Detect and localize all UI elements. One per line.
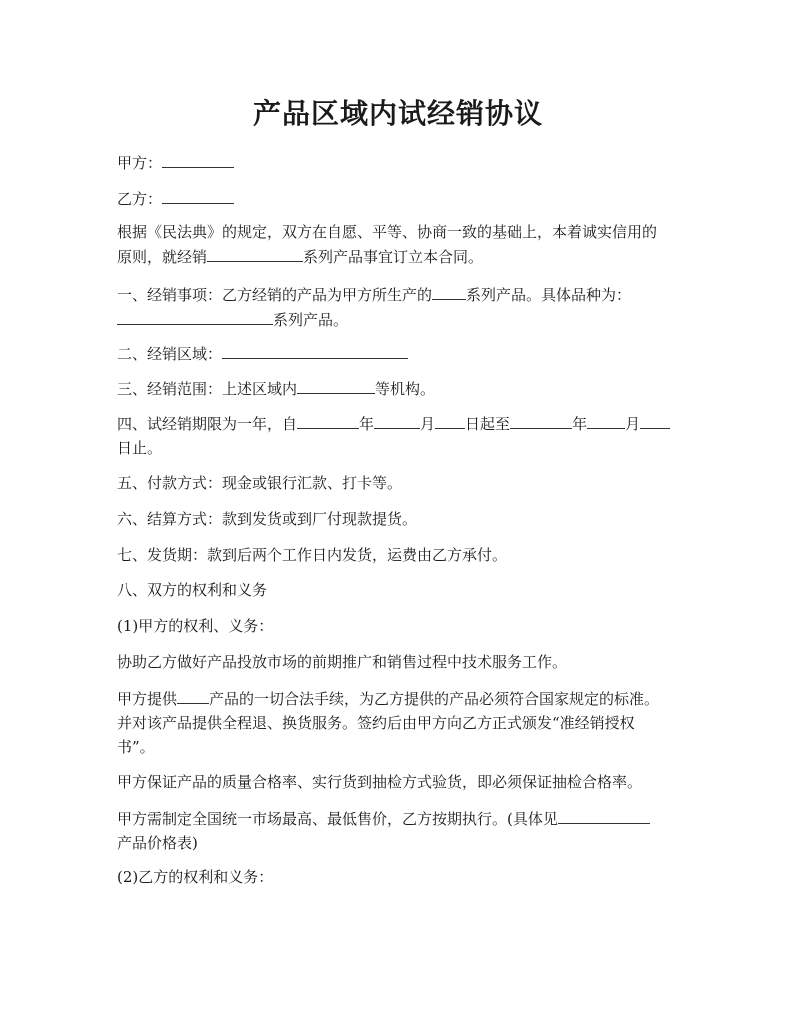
party-b-blank xyxy=(162,186,234,204)
end-year-label: 年 xyxy=(572,415,588,433)
section-1-text-3: 系列产品。 xyxy=(273,311,349,329)
institution-blank xyxy=(297,376,375,394)
section-6: 六、结算方式：款到发货或到厂付现款提货。 xyxy=(117,510,418,528)
start-year-blank xyxy=(297,411,359,429)
party-a-duty-3: 甲方保证产品的质量合格率、实行货到抽检方式验货，即必须保证抽检合格率。 xyxy=(117,773,643,791)
party-a-duty-4 xyxy=(117,806,677,855)
party-a-line xyxy=(117,150,677,175)
section-3 xyxy=(117,376,677,401)
preamble-text-2: 原则，就经销 xyxy=(117,248,208,266)
section-1 xyxy=(117,282,677,332)
party-a-label: 甲方： xyxy=(117,154,163,172)
duty-4-text-2: 产品价格表) xyxy=(117,834,198,852)
end-day-blank xyxy=(640,411,670,429)
end-month-blank xyxy=(587,411,625,429)
end-year-blank xyxy=(510,411,572,429)
preamble-text-3: 系列产品事宜订立本合同。 xyxy=(303,248,484,266)
section-2-text: 二、经销区域： xyxy=(117,345,223,363)
section-7: 七、发货期：款到后两个工作日内发货，运费由乙方承付。 xyxy=(117,546,508,564)
section-1-text-2: 系列产品。具体品种为： xyxy=(466,286,632,304)
section-3-text-1: 三、经销范围：上述区域内 xyxy=(117,380,298,398)
section-8: 八、双方的权利和义务 xyxy=(117,581,268,599)
start-day-blank xyxy=(435,411,465,429)
party-b-line xyxy=(117,186,677,211)
party-a-duty-1: 协助乙方做好产品投放市场的前期推广和销售过程中技术服务工作。 xyxy=(117,653,568,671)
region-blank xyxy=(222,341,408,359)
duty-2-text-1: 甲方提供 xyxy=(117,690,178,708)
end-month-label: 月 xyxy=(625,415,641,433)
section-2 xyxy=(117,341,677,366)
party-a-blank xyxy=(162,150,234,168)
duty-2-text-4: 书”。 xyxy=(117,738,155,756)
variety-blank xyxy=(117,307,273,325)
product-series-blank xyxy=(207,244,303,262)
duty-2-text-2: 产品的一切合法手续，为乙方提供的产品必须符合国家规定的标准。 xyxy=(209,690,660,708)
duty-4-text-1: 甲方需制定全国统一市场最高、最低售价，乙方按期执行。(具体见 xyxy=(117,810,558,828)
section-3-text-2: 等机构。 xyxy=(375,380,436,398)
start-month-label: 月 xyxy=(420,415,436,433)
party-a-duty-2 xyxy=(117,686,677,759)
start-year-label: 年 xyxy=(359,415,375,433)
price-list-blank xyxy=(558,806,650,824)
party-a-rights-heading: (1)甲方的权利、义务： xyxy=(117,617,274,635)
series-blank xyxy=(432,282,466,300)
section-4-text-3: 日止。 xyxy=(117,439,163,457)
section-5: 五、付款方式：现金或银行汇款、打卡等。 xyxy=(117,474,403,492)
preamble-text-1: 根据《民法典》的规定，双方在自愿、平等、协商一致的基础上，本着诚实信用的 xyxy=(117,223,658,241)
section-4-text-2: 日起至 xyxy=(465,415,511,433)
document-title: 产品区域内试经销协议 xyxy=(252,97,543,130)
product-blank xyxy=(177,686,209,704)
preamble xyxy=(117,220,677,269)
party-b-rights-heading: (2)乙方的权利和义务： xyxy=(117,868,274,886)
party-b-label: 乙方： xyxy=(117,190,163,208)
section-1-text-1: 一、经销事项：乙方经销的产品为甲方所生产的 xyxy=(117,286,433,304)
start-month-blank xyxy=(374,411,420,429)
section-4 xyxy=(117,411,677,460)
duty-2-text-3: 并对该产品提供全程退、换货服务。签约后由甲方向乙方正式颁发“准经销授权 xyxy=(117,714,635,732)
section-4-text-1: 四、试经销期限为一年，自 xyxy=(117,415,298,433)
